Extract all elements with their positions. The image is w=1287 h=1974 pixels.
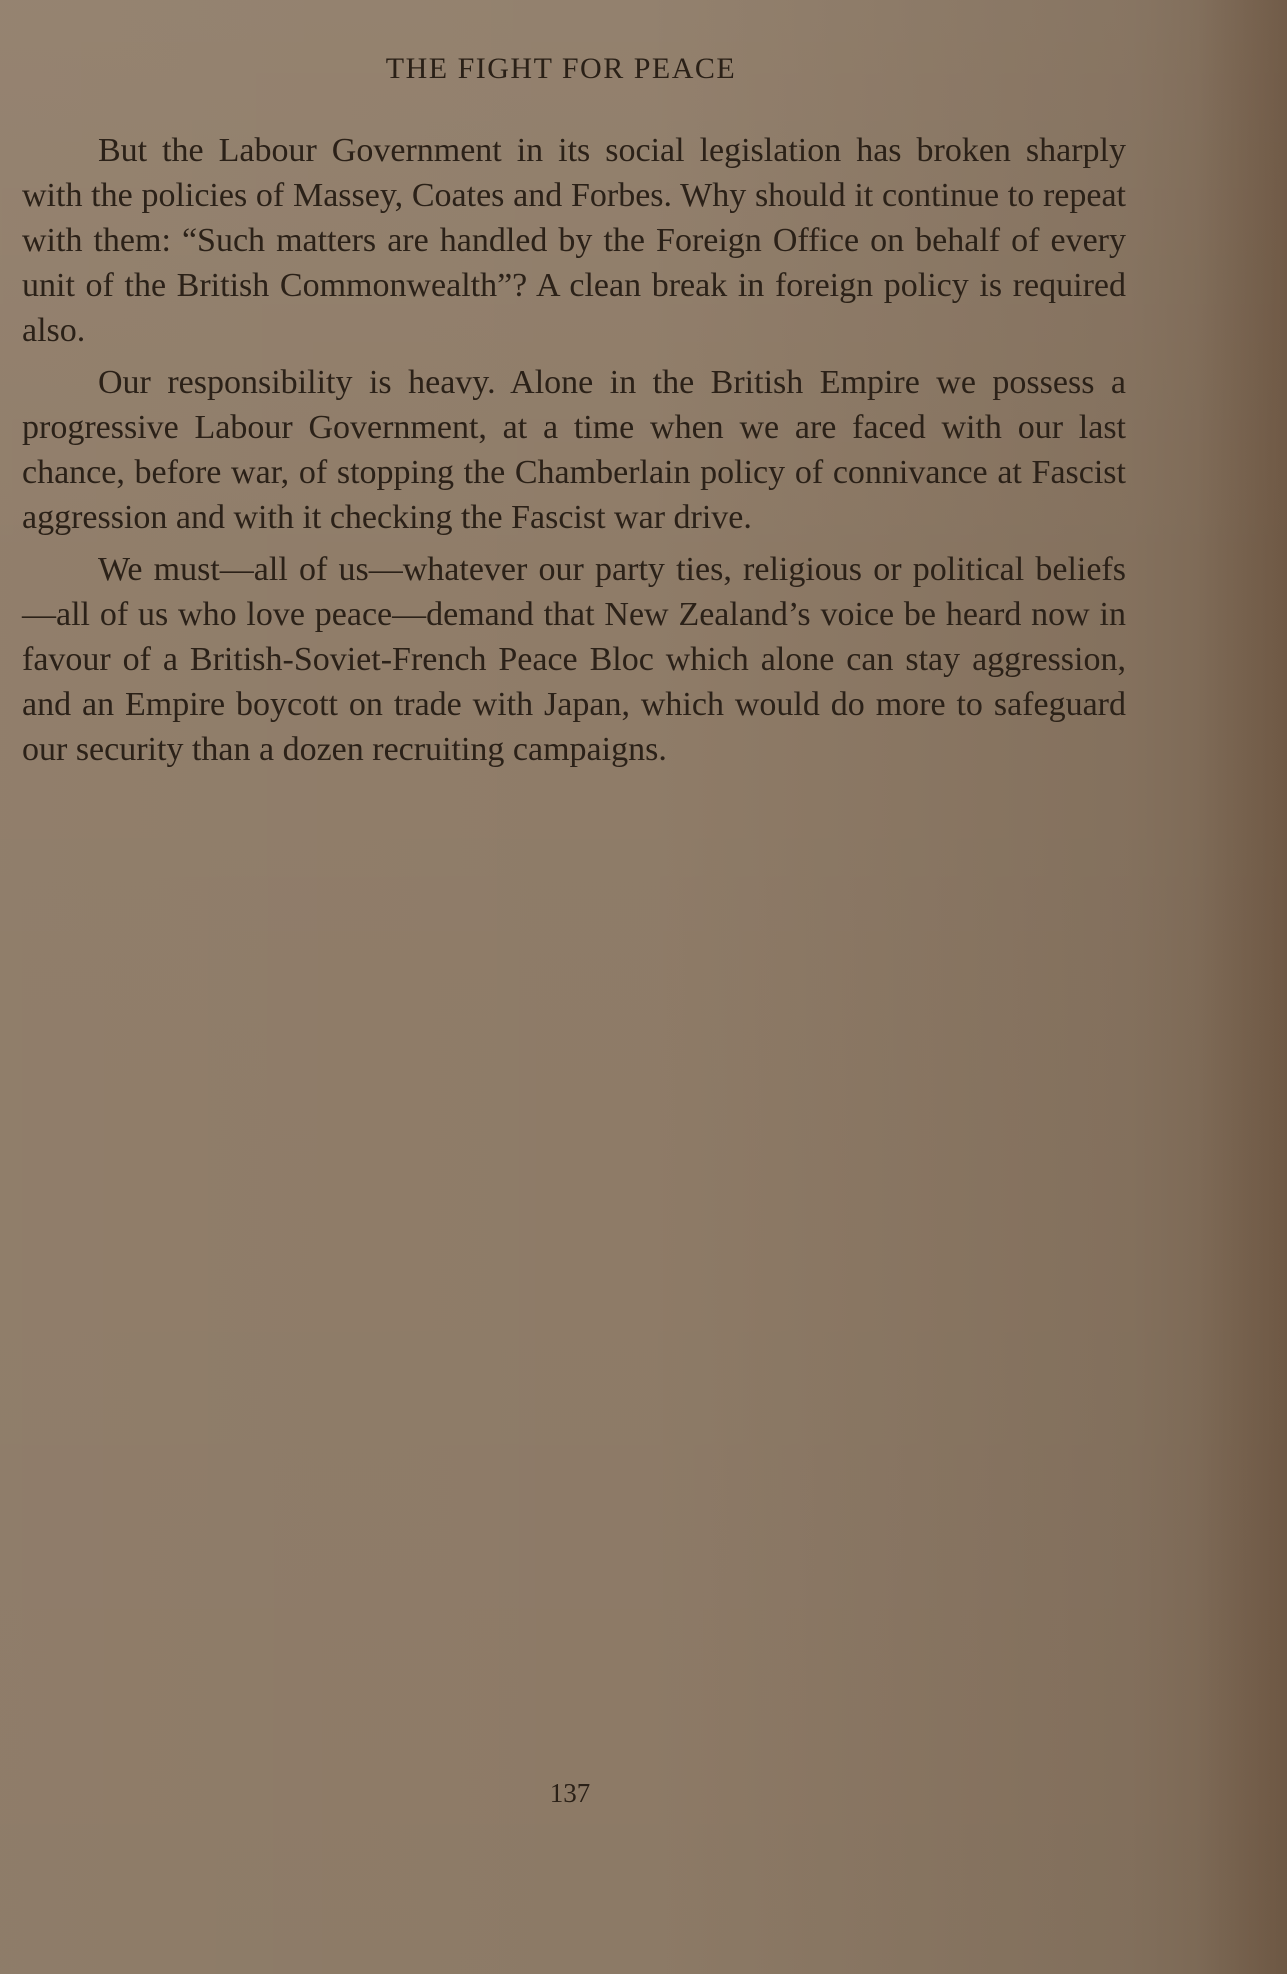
paragraph-2: Our responsibility is heavy. Alone in the British Empire we possess a progressive Labour Government, at a time when we are faced with our last chance, before war, of stopping the Chamberlain policy of connivance at Fascist aggression and with it checking the Fascist war drive. — [22, 364, 1126, 536]
paragraph-3: We must—all of us—whatever our party ties, religious or political beliefs—all of us who love peace—demand that New Zealand’s voice be heard now in favour of a British-Soviet-French Peace Bloc which alone can stay aggression, and an Empire boycott on trade with Japan, which would do more to safeguard our security than a dozen recruiting campaigns. — [22, 551, 1126, 768]
paragraph-1: But the Labour Government in its social legislation has broken sharply with the policies of Massey, Coates and Forbes. Why should it continue to repeat with them: “Such matters are handled by the Foreign Office on behalf of every unit of the British Commonwealth”? A clean break in foreign policy is required also. — [22, 132, 1126, 349]
page-edge-shading — [1197, 0, 1287, 1974]
body-text — [22, 128, 1126, 779]
running-head: THE FIGHT FOR PEACE — [385, 52, 737, 85]
page-number: 137 — [549, 1778, 591, 1808]
